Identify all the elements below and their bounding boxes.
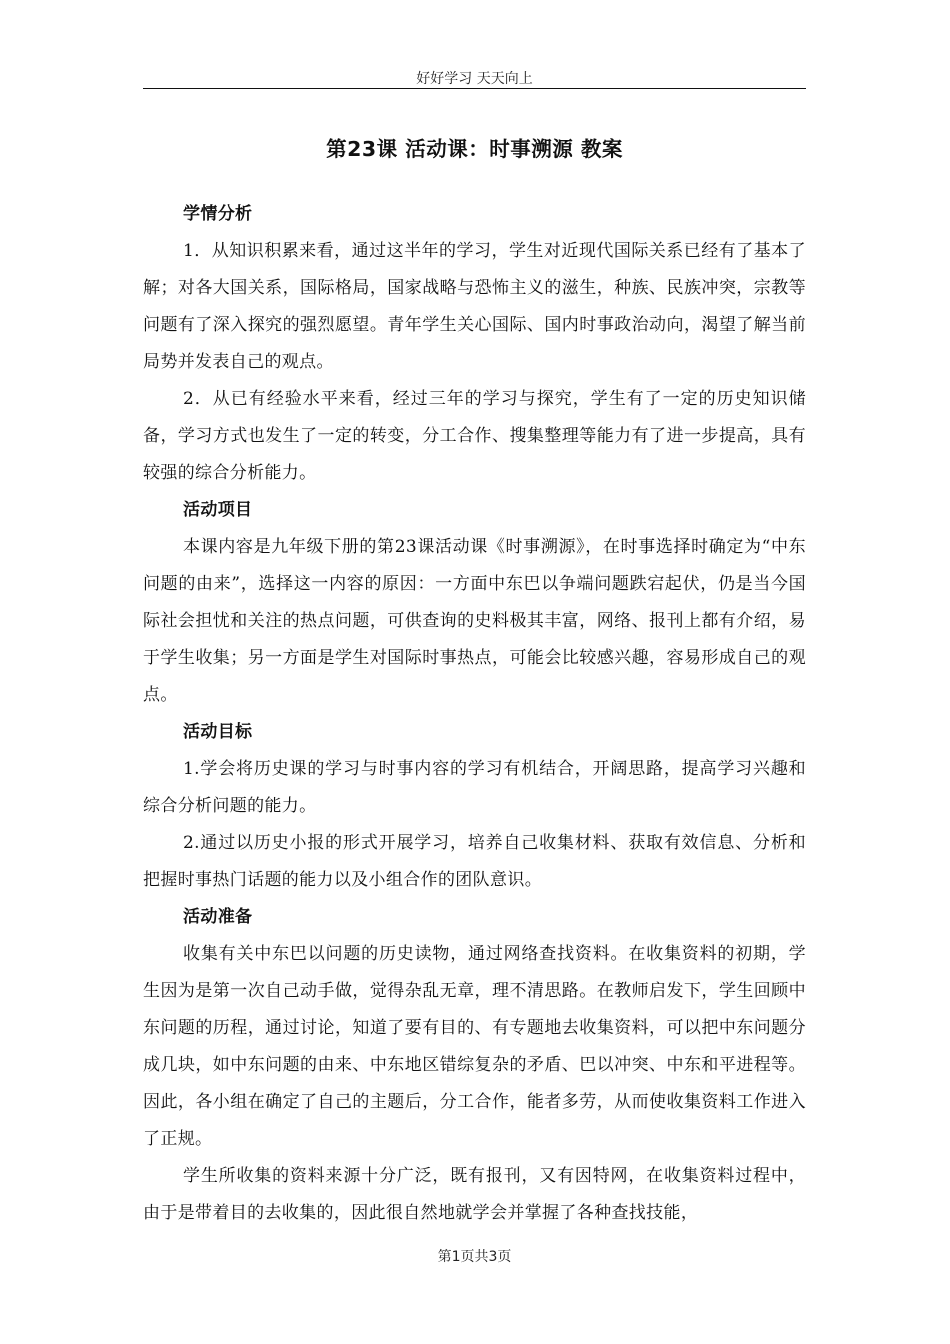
section-heading: 活动项目	[183, 500, 253, 520]
section-heading: 学情分析	[183, 204, 253, 224]
paragraph: 本课内容是九年级下册的第23课活动课《时事溯源》，在时事选择时确定为“中东问题的由来”，选择这一内容的原因：一方面中东巴以争端问题跌宕起伏，仍是当今国际社会担忧和关注的热点问题，可供查询的史料极其丰富，网络、报刊上都有介绍，易于学生收集；另一方面是学生对国际时事热点，可能会比较感兴趣，容易形成自己的观点。	[143, 537, 806, 705]
page-header: 好好学习 天天向上	[416, 71, 533, 87]
page-footer: 第1页共3页	[437, 1249, 512, 1265]
paragraph: 1.学会将历史课的学习与时事内容的学习有机结合，开阔思路，提高学习兴趣和综合分析问题的能力。	[143, 759, 806, 816]
paragraph: 2.通过以历史小报的形式开展学习，培养自己收集材料、获取有效信息、分析和把握时事热门话题的能力以及小组合作的团队意识。	[143, 833, 806, 890]
section-heading: 活动目标	[183, 722, 253, 742]
section-activity-project	[143, 492, 806, 714]
paragraph: 学生所收集的资料来源十分广泛，既有报刊，又有因特网，在收集资料过程中，由于是带着目的去收集的，因此很自然地就学会并掌握了各种查找技能，	[143, 1166, 806, 1223]
paragraph: 1．从知识积累来看，通过这半年的学习，学生对近现代国际关系已经有了基本了解；对各大国关系，国际格局，国家战略与恐怖主义的滋生，种族、民族冲突，宗教等问题有了深入探究的强烈愿望。青年学生关心国际、国内时事政治动向，渴望了解当前局势并发表自己的观点。	[143, 241, 806, 372]
document-title: 第23课 活动课：时事溯源 教案	[326, 137, 623, 161]
section-learning-analysis	[143, 196, 806, 492]
section-activity-goals	[143, 714, 806, 899]
section-activity-preparation	[143, 899, 806, 1232]
document-body	[143, 196, 806, 1232]
paragraph: 收集有关中东巴以问题的历史读物，通过网络查找资料。在收集资料的初期，学生因为是第一次自己动手做，觉得杂乱无章，理不清思路。在教师启发下，学生回顾中东问题的历程，通过讨论，知道了要有目的、有专题地去收集资料，可以把中东问题分成几块，如中东问题的由来、中东地区错综复杂的矛盾、巴以冲突、中东和平进程等。因此，各小组在确定了自己的主题后，分工合作，能者多劳，从而使收集资料工作进入了正规。	[143, 944, 806, 1149]
paragraph: 2．从已有经验水平来看，经过三年的学习与探究，学生有了一定的历史知识储备，学习方式也发生了一定的转变，分工合作、搜集整理等能力有了进一步提高，具有较强的综合分析能力。	[143, 389, 806, 483]
section-heading: 活动准备	[183, 907, 253, 927]
header-divider	[143, 88, 806, 89]
